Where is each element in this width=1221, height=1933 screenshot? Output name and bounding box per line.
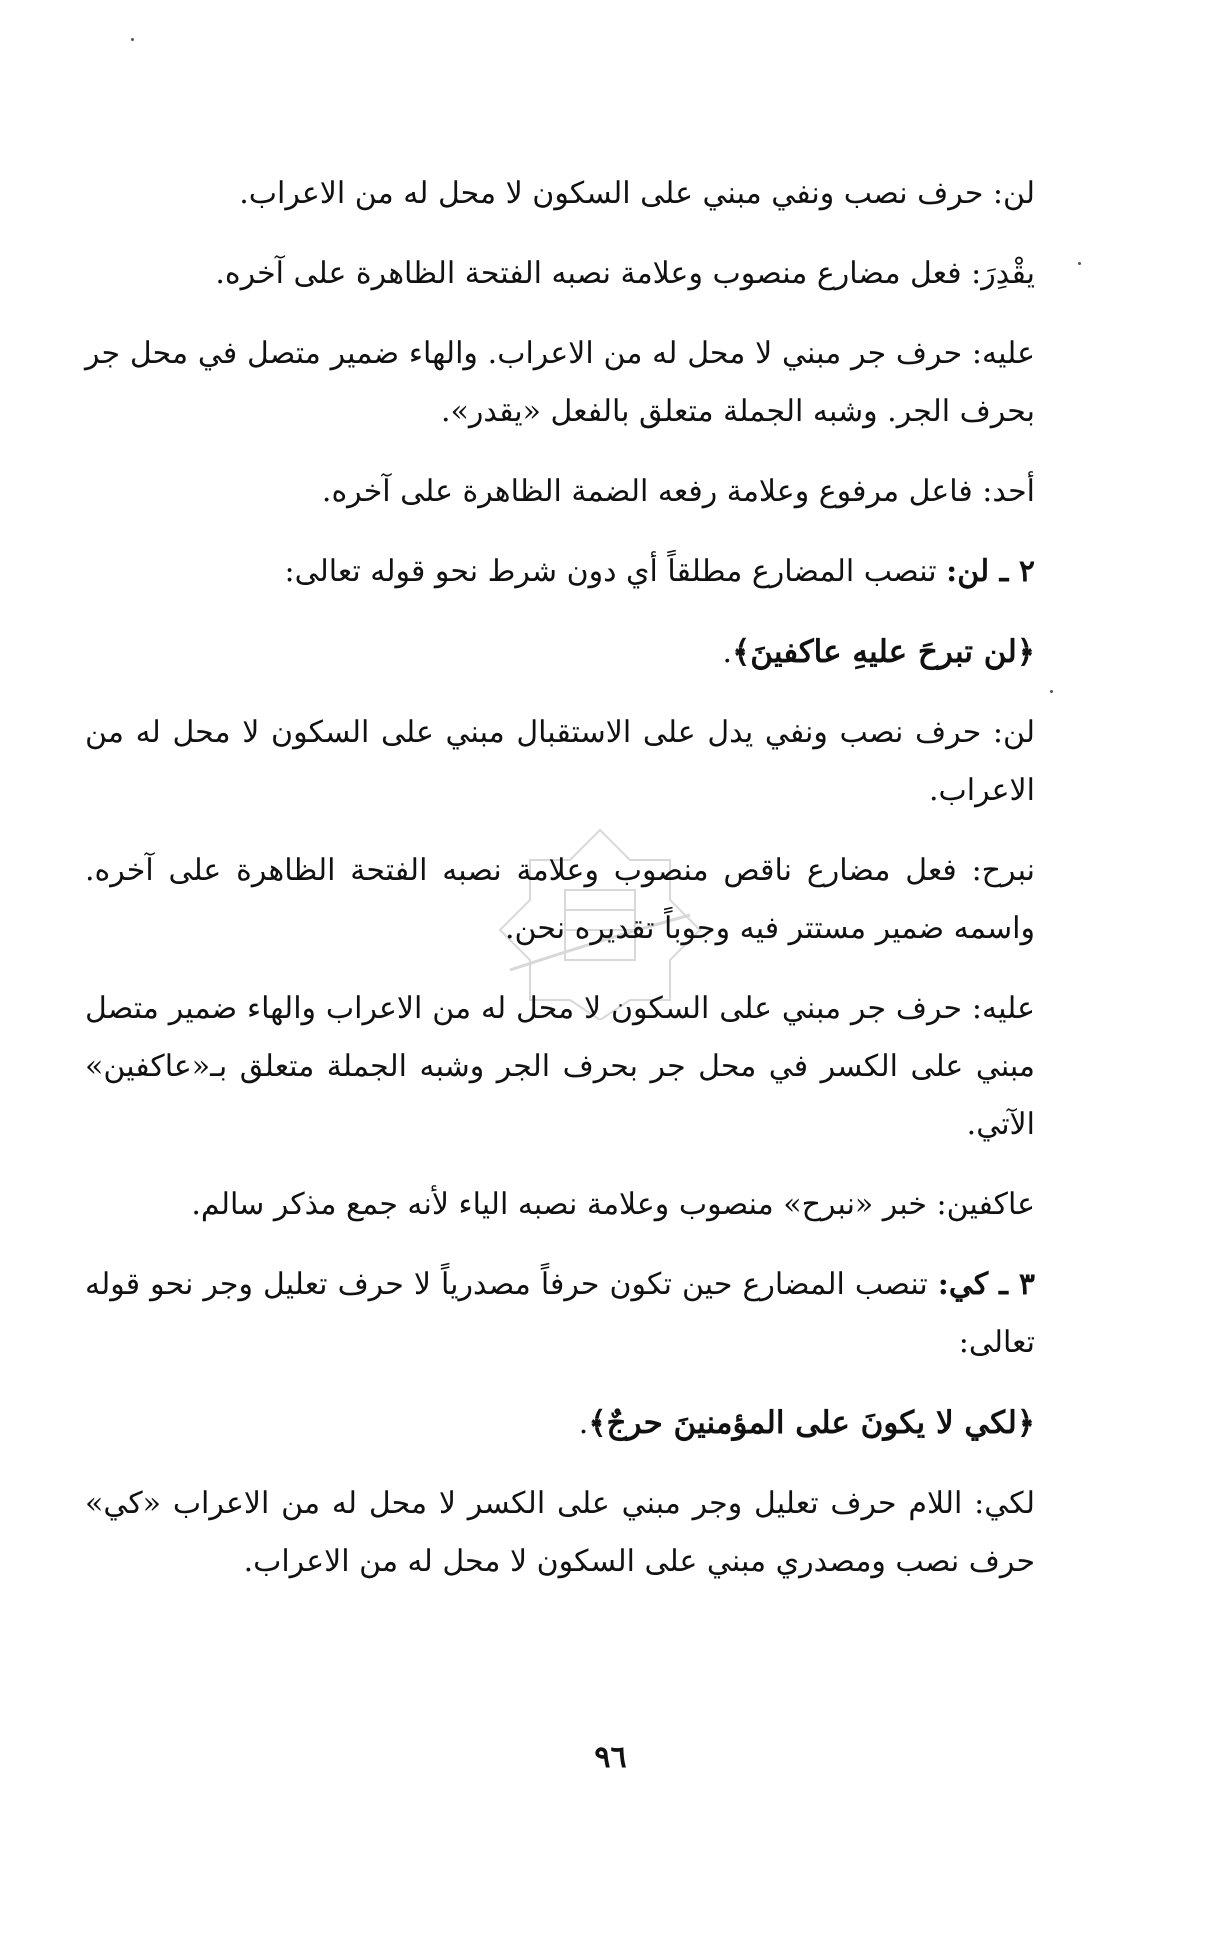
- paragraph-text: تنصب المضارع مطلقاً أي دون شرط نحو قوله تعالى:: [284, 554, 947, 589]
- paragraph: [85, 165, 1035, 223]
- paragraph-label: نبرح:: [971, 853, 1035, 888]
- paragraph: [85, 1176, 1035, 1234]
- paragraph-text: فاعل مرفوع وعلامة رفعه الضمة الظاهرة على آخره.: [321, 474, 983, 509]
- paragraph: [85, 842, 1035, 958]
- paragraph-label: أحد:: [982, 474, 1035, 509]
- paragraph-text: حرف جر مبني لا محل له من الاعراب. والهاء ضمير متصل في محل جر بحرف الجر. وشبه الجملة متعلق بالفعل «يقدر».: [85, 336, 1035, 429]
- verse-text: ﴿لكي لا يكونَ على المؤمنينَ حرجٌ﴾: [588, 1405, 1035, 1441]
- paragraph-label: عاكفين:: [936, 1187, 1035, 1222]
- paragraph: [85, 1256, 1035, 1372]
- paragraph-text: حرف جر مبني على السكون لا محل له من الاعراب والهاء ضمير متصل مبني على الكسر في محل جر بحرف الجر وشبه الجملة متعلق بـ«عاكفين» الآتي.: [85, 991, 1035, 1142]
- paragraph-label: لن:: [992, 176, 1035, 211]
- paragraph: [85, 325, 1035, 441]
- paragraph-label: لن:: [992, 715, 1035, 750]
- body-text: [85, 165, 1035, 1613]
- paragraph-text: فعل مضارع ناقص منصوب وعلامة نصبه الفتحة الظاهرة على آخره. واسمه ضمير مستتر فيه وجوباً تقديره نحن.: [85, 853, 1035, 946]
- paragraph-label: عليه:: [971, 336, 1035, 371]
- scan-speck: [1050, 690, 1053, 693]
- paragraph-text: فعل مضارع منصوب وعلامة نصبه الفتحة الظاهرة على آخره.: [215, 256, 972, 291]
- page-number: ٩٦: [594, 1740, 627, 1775]
- paragraph-text: حرف نصب ونفي مبني على السكون لا محل له من الاعراب.: [239, 176, 993, 211]
- paragraph-text: تنصب المضارع حين تكون حرفاً مصدرياً لا حرف تعليل وجر نحو قوله تعالى:: [85, 1267, 1035, 1360]
- paragraph-label: ٣ ـ كي:: [937, 1267, 1035, 1302]
- paragraph: [85, 463, 1035, 521]
- paragraph-label: عليه:: [971, 991, 1035, 1026]
- paragraph: [85, 704, 1035, 820]
- paragraph: [85, 245, 1035, 303]
- verse-text: ﴿لن تبرحَ عليهِ عاكفينَ﴾: [732, 634, 1035, 670]
- paragraph-label: يقْدِرَ:: [971, 256, 1035, 291]
- paragraph-text: .: [722, 635, 733, 670]
- quran-verse: [85, 623, 1035, 682]
- paragraph-label: ٢ ـ لن:: [946, 554, 1035, 589]
- scan-speck: [1078, 262, 1081, 265]
- paragraph: [85, 543, 1035, 601]
- paragraph-text: خبر «نبرح» منصوب وعلامة نصبه الياء لأنه جمع مذكر سالم.: [191, 1187, 937, 1222]
- paragraph: [85, 980, 1035, 1154]
- paragraph-label: لكي:: [974, 1486, 1035, 1521]
- paragraph-text: اللام حرف تعليل وجر مبني على الكسر لا محل له من الاعراب «كي» حرف نصب ومصدري مبني على السكون لا محل له من الاعراب.: [85, 1486, 1035, 1579]
- quran-verse: [85, 1394, 1035, 1453]
- paragraph: [85, 1475, 1035, 1591]
- paragraph-text: حرف نصب ونفي يدل على الاستقبال مبني على السكون لا محل له من الاعراب.: [85, 715, 1035, 808]
- scan-speck: [131, 38, 134, 41]
- paragraph-text: .: [578, 1406, 589, 1441]
